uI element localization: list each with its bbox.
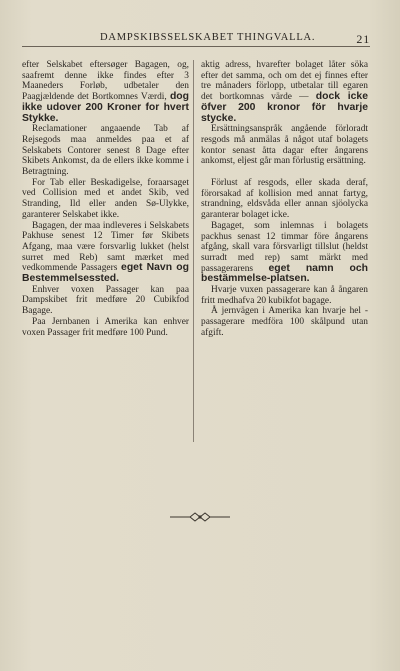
header-title: DAMPSKIBSSELSKABET THINGVALLA.	[100, 32, 316, 43]
running-header	[22, 32, 370, 47]
paragraph-text: Bagagen, der maa indleveres i Selskabets Pakhuse senest 12 Timer før Skibets Afgang, maa være forsvarlig lukket (helst surret med Reb) samt mærket med vedkommende Passagers	[22, 220, 189, 274]
page-number: 21	[356, 32, 370, 46]
paragraph-text: Bagaget, som inlemnas i bolagets packhus senast 12 timmar före ångarens afgång, skall vara försvarligt tillslut (heldst surradt med rep) samt märkt med passagerarens	[201, 220, 368, 274]
paragraph	[22, 221, 189, 285]
bold-statement: eget Navn og Bestemmelsessted.	[22, 262, 189, 285]
bold-statement: eget namn och bestämmelse-platsen.	[201, 262, 369, 285]
paragraph-text: aktig adress, hvarefter bolaget låter söka efter det samma, och om det ej finnes efter tre månaders förlopp, utbetalar till egaren det bortkomnas värde —	[201, 60, 368, 103]
paragraph: For Tab eller Beskadigelse, foraarsaget ved Collision med et andet Skib, ved Stranding, Ild eller anden Sø-Ulykke, garanterer Selskabet ikke.	[22, 177, 189, 220]
paragraph: Reclamationer angaaende Tab af Rejsegods maa anmeldes paa et af Selskabets Contorer senest 8 Dage efter Skibets Ankomst, da de ellers ikke komme i Betragtning.	[22, 124, 189, 178]
paragraph: Paa Jernbanen i Amerika kan enhver voxen Passager frit medføre 100 Pund.	[22, 316, 189, 338]
bold-statement: dock icke öfver 200 kronor för hvarje stycke.	[201, 91, 368, 124]
paragraph: Förlust af resgods, eller skada deraf, förorsakad af kollision med annat fartyg, strandning, eldsvåda eller annan sjöolycka garanterar bolaget icke.	[201, 178, 368, 221]
paragraph	[201, 221, 368, 285]
bold-statement: dog ikke udover 200 Kroner for hvert Stykke.	[22, 91, 189, 124]
paragraph-text: efter Selskabet eftersøger Bagagen, og, saafremt denne ikke findes efter 3 Maaneders Forløb, udbetaler den Paagjældende det Bortkomnes Værdi,	[22, 60, 189, 103]
paragraph: Ersättningsanspråk angående förloradt resgods må anmälas å något utaf bolagets kontor senast åtta dagar efter ångarens ankomst, eljest går man förlustig ersättning.	[201, 124, 368, 167]
paragraph	[201, 60, 368, 124]
ornament-icon	[168, 511, 232, 523]
paragraph	[22, 60, 189, 124]
danish-column	[22, 60, 189, 338]
column-divider	[193, 60, 194, 442]
swedish-column	[201, 60, 368, 339]
paragraph: Å jernvägen i Amerika kan hvarje hel - passagerare medföra 100 skålpund utan afgift.	[201, 306, 368, 338]
paragraph: Enhver voxen Passager kan paa Dampskibet frit medføre 20 Cubikfod Bagage.	[22, 284, 189, 317]
paragraph: Hvarje vuxen passagerare kan å ångaren fritt medhafva 20 kubikfot bagage.	[201, 285, 368, 306]
